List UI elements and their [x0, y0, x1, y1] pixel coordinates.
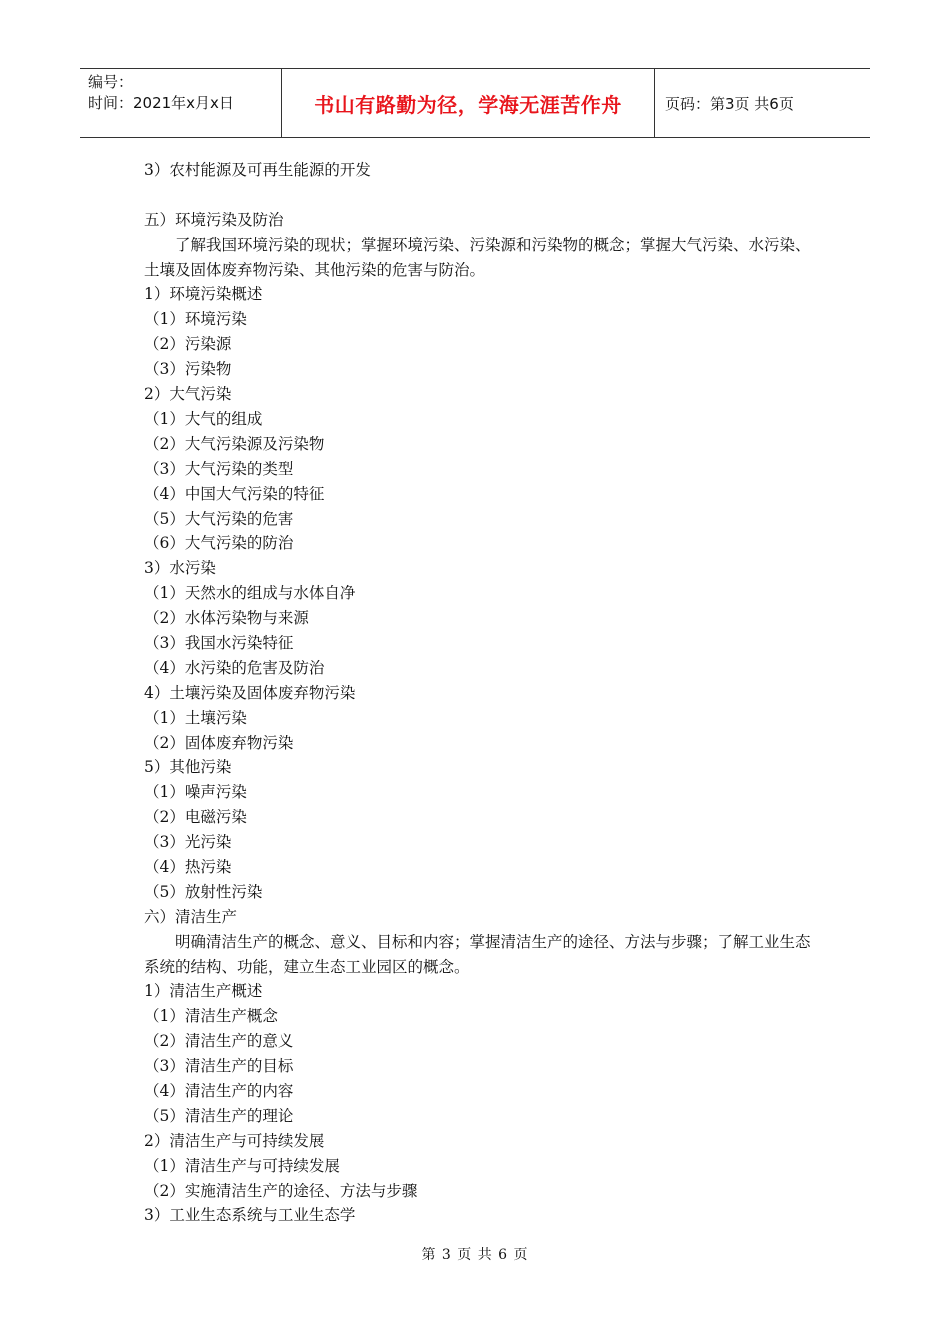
outline-item: 1）清洁生产概述: [144, 982, 263, 1001]
outline-item: （3）清洁生产的目标: [144, 1057, 294, 1076]
section6-outline: [144, 979, 814, 1228]
section5-description: 了解我国环境污染的现状；掌握环境污染、污染源和污染物的概念；掌握大气污染、水污染、土壤及固体废弃物污染、其他污染的危害与防治。: [144, 235, 811, 279]
page-footer: 第 3 页 共 6 页: [421, 1247, 529, 1263]
outline-item: 1）环境污染概述: [144, 285, 263, 304]
outline-item: （5）清洁生产的理论: [144, 1106, 294, 1125]
document-number-label: 编号：: [88, 73, 134, 91]
outline-item: （1）噪声污染: [144, 783, 247, 802]
header-motto: 书山有路勤为径，学海无涯苦作舟: [282, 69, 655, 137]
outline-item: （3）光污染: [144, 833, 232, 852]
outline-item: 5）其他污染: [144, 758, 232, 777]
section6-title: 六）清洁生产: [144, 907, 238, 926]
outline-item: （1）天然水的组成与水体自净: [144, 584, 356, 603]
outline-item: （4）中国大气污染的特征: [144, 484, 325, 503]
outline-item: （4）热污染: [144, 857, 232, 876]
page-header: [80, 68, 870, 138]
header-meta: [80, 69, 282, 137]
outline-item: （2）电磁污染: [144, 808, 247, 827]
outline-item: （1）土壤污染: [144, 708, 247, 727]
outline-item: （3）污染物: [144, 360, 232, 379]
outline-item: （4）水污染的危害及防治: [144, 658, 325, 677]
outline-item: （1）清洁生产概念: [144, 1007, 278, 1026]
outline-item: （4）清洁生产的内容: [144, 1082, 294, 1101]
header-page-info: 页码：第3页 共6页: [665, 94, 794, 113]
outline-item: 3）工业生态系统与工业生态学: [144, 1206, 356, 1225]
outline-item: （2）污染源: [144, 335, 232, 354]
outline-item: 2）大气污染: [144, 385, 232, 404]
outline-item: （2）大气污染源及污染物: [144, 434, 325, 453]
outline-item: （1）环境污染: [144, 310, 247, 329]
document-body: [144, 158, 814, 1228]
spacer: [144, 183, 814, 208]
section5-title: 五）环境污染及防治: [144, 210, 284, 229]
outline-item: （5）大气污染的危害: [144, 509, 294, 528]
outline-item: 2）清洁生产与可持续发展: [144, 1131, 325, 1150]
outline-item: 4）土壤污染及固体废弃物污染: [144, 683, 356, 702]
outline-item: （1）清洁生产与可持续发展: [144, 1156, 340, 1175]
outline-item: （2）实施清洁生产的途径、方法与步骤: [144, 1181, 418, 1200]
outline-item: （2）清洁生产的意义: [144, 1032, 294, 1051]
intro-line: 3）农村能源及可再生能源的开发: [144, 161, 371, 179]
outline-item: 3）水污染: [144, 559, 216, 578]
outline-item: （3）我国水污染特征: [144, 633, 294, 652]
outline-item: （3）大气污染的类型: [144, 459, 294, 478]
outline-item: （6）大气污染的防治: [144, 534, 294, 553]
outline-item: （2）水体污染物与来源: [144, 609, 309, 628]
outline-item: （5）放射性污染: [144, 882, 263, 901]
outline-item: （2）固体废弃物污染: [144, 733, 294, 752]
document-time: 时间：2021年x月x日: [88, 94, 234, 112]
section6-description: 明确清洁生产的概念、意义、目标和内容；掌握清洁生产的途径、方法与步骤；了解工业生态系统的结构、功能，建立生态工业园区的概念。: [144, 932, 811, 976]
section5-outline: [144, 282, 814, 904]
outline-item: （1）大气的组成: [144, 409, 263, 428]
